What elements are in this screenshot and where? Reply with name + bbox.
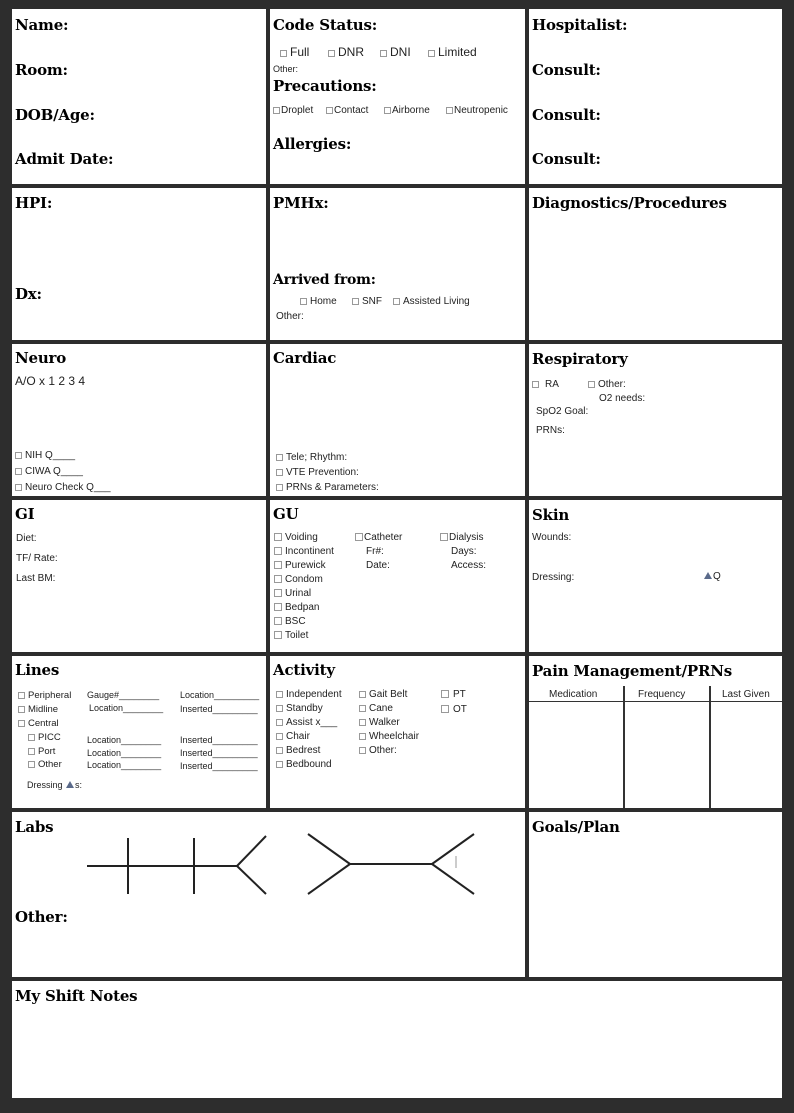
peripheral-location-field: Location_________ — [180, 690, 260, 700]
gu-incontinent-checkbox[interactable]: Incontinent — [274, 546, 334, 557]
cardiac-box — [270, 344, 525, 496]
pain-col-divider-2 — [709, 686, 711, 808]
hospitalist-label: Hospitalist: — [532, 16, 628, 34]
midline-inserted-field: Inserted_________ — [180, 704, 258, 714]
resp-prns-label: PRNs: — [536, 425, 565, 436]
patient-info-box — [12, 9, 266, 184]
consult-label-3: Consult: — [532, 150, 601, 168]
skin-dressing-label: Dressing: — [532, 572, 575, 583]
gu-purewick-checkbox[interactable]: Purewick — [274, 560, 326, 571]
admit-date-label: Admit Date: — [15, 150, 114, 168]
gu-fr-label: Fr#: — [366, 546, 384, 557]
port-location-field: Location________ — [87, 748, 162, 758]
precaution-neutropenic-checkbox[interactable]: Neutropenic — [446, 105, 508, 116]
midline-location-field: Location________ — [89, 703, 164, 713]
gu-condom-checkbox[interactable]: Condom — [274, 574, 323, 585]
neuro-title: Neuro — [15, 349, 67, 367]
cardiac-title: Cardiac — [273, 349, 337, 367]
precaution-airborne-checkbox[interactable]: Airborne — [384, 105, 430, 116]
pmhx-box — [270, 188, 525, 340]
name-label: Name: — [15, 16, 69, 34]
arrived-from-title: Arrived from: — [273, 272, 376, 288]
code-limited-checkbox[interactable]: Limited — [428, 45, 477, 59]
gi-diet-label: Diet: — [16, 533, 37, 544]
activity-gait-belt-checkbox[interactable]: Gait Belt — [359, 689, 407, 700]
gu-catheter-checkbox[interactable]: Catheter — [355, 532, 402, 543]
picc-location-field: Location________ — [87, 735, 162, 745]
gu-box — [270, 500, 525, 652]
resp-ra-checkbox[interactable]: RA — [532, 379, 559, 390]
cardiac-vte-checkbox[interactable]: VTE Prevention: — [276, 467, 359, 478]
activity-bedbound-checkbox[interactable]: Bedbound — [276, 759, 332, 770]
pain-header-rule — [529, 701, 782, 702]
activity-bedrest-checkbox[interactable]: Bedrest — [276, 745, 320, 756]
precaution-contact-checkbox[interactable]: Contact — [326, 105, 368, 116]
shift-notes-box — [12, 981, 782, 1098]
gu-toilet-checkbox[interactable]: Toilet — [274, 630, 308, 641]
line-port-checkbox[interactable]: Port — [28, 746, 55, 757]
gi-tf-label: TF/ Rate: — [16, 553, 58, 564]
pain-header-last-given: Last Given — [722, 689, 770, 700]
respiratory-box — [529, 344, 782, 496]
gu-access-label: Access: — [451, 560, 487, 571]
shift-notes-title: My Shift Notes — [15, 987, 138, 1005]
activity-walker-checkbox[interactable]: Walker — [359, 717, 400, 728]
arrived-assisted-living-checkbox[interactable]: Assisted Living — [393, 296, 470, 307]
line-picc-checkbox[interactable]: PICC — [28, 732, 61, 743]
line-peripheral-checkbox[interactable]: Peripheral — [18, 690, 71, 701]
cardiac-prns-checkbox[interactable]: PRNs & Parameters: — [276, 482, 379, 493]
skin-wounds-label: Wounds: — [532, 532, 572, 543]
gi-box — [12, 500, 266, 652]
arrived-other-label: Other: — [276, 311, 304, 322]
activity-pt-checkbox[interactable]: PT — [441, 689, 466, 700]
other-inserted-field: Inserted_________ — [180, 761, 258, 771]
labs-other-label: Other: — [15, 908, 68, 926]
labs-title: Labs — [15, 818, 54, 836]
dob-label: DOB/Age: — [15, 106, 95, 124]
activity-title: Activity — [273, 661, 335, 679]
code-status-box — [270, 9, 525, 184]
allergies-title: Allergies: — [273, 135, 352, 153]
pain-management-title: Pain Management/PRNs — [532, 662, 733, 680]
peripheral-gauge-field: Gauge#________ — [87, 690, 160, 700]
gu-bedpan-checkbox[interactable]: Bedpan — [274, 602, 319, 613]
neuro-box — [12, 344, 266, 496]
picc-inserted-field: Inserted_________ — [180, 735, 258, 745]
line-other-checkbox[interactable]: Other — [28, 759, 62, 770]
dx-label: Dx: — [15, 285, 42, 303]
gu-days-label: Days: — [451, 546, 477, 557]
hpi-title: HPI: — [15, 194, 53, 212]
arrived-snf-checkbox[interactable]: SNF — [352, 296, 382, 307]
code-other-label: Other: — [273, 64, 299, 74]
activity-cane-checkbox[interactable]: Cane — [359, 703, 393, 714]
activity-other-checkbox[interactable]: Other: — [359, 745, 397, 756]
hpi-box — [12, 188, 266, 340]
gi-bm-label: Last BM: — [16, 573, 56, 584]
gu-title: GU — [273, 505, 299, 523]
gu-date-label: Date: — [366, 560, 390, 571]
delta-icon — [66, 781, 74, 788]
activity-wheelchair-checkbox[interactable]: Wheelchair — [359, 731, 419, 742]
cardiac-tele-checkbox[interactable]: Tele; Rhythm: — [276, 452, 347, 463]
lines-title: Lines — [15, 661, 60, 679]
code-status-title: Code Status: — [273, 16, 378, 34]
diagnostics-title: Diagnostics/Procedures — [532, 194, 727, 212]
bmp-fishbone-diagram — [82, 832, 282, 902]
neuro-ao-scale: A/O x 1 2 3 4 — [15, 374, 86, 388]
goals-plan-box — [529, 812, 782, 977]
care-team-box — [529, 9, 782, 184]
pain-col-divider-1 — [623, 686, 625, 808]
activity-standby-checkbox[interactable]: Standby — [276, 703, 323, 714]
port-inserted-field: Inserted_________ — [180, 748, 258, 758]
cbc-fishbone-diagram — [302, 830, 492, 900]
pain-management-box — [529, 656, 782, 808]
line-midline-checkbox[interactable]: Midline — [18, 704, 58, 715]
labs-box — [12, 812, 525, 977]
gu-dialysis-checkbox[interactable]: Dialysis — [440, 532, 483, 543]
lines-box — [12, 656, 266, 808]
other-location-field: Location________ — [87, 760, 162, 770]
arrived-home-checkbox[interactable]: Home — [300, 296, 337, 307]
skin-box — [529, 500, 782, 652]
gu-voiding-checkbox[interactable]: Voiding — [274, 532, 318, 543]
goals-plan-title: Goals/Plan — [532, 818, 620, 836]
gu-bsc-checkbox[interactable]: BSC — [274, 616, 306, 627]
precaution-droplet-checkbox[interactable]: Droplet — [273, 105, 313, 116]
resp-spo2-label: SpO2 Goal: — [536, 406, 589, 417]
resp-o2-label: O2 needs: — [599, 393, 646, 404]
diagnostics-box — [529, 188, 782, 340]
activity-box — [270, 656, 525, 808]
skin-title: Skin — [532, 506, 570, 524]
delta-icon — [704, 572, 712, 579]
line-central-checkbox[interactable]: Central — [18, 718, 59, 729]
neuro-nih-checkbox[interactable]: NIH Q____ — [15, 450, 75, 461]
skin-dressing-change-freq: Q — [703, 571, 721, 582]
activity-ot-checkbox[interactable]: OT — [441, 704, 467, 715]
consult-label-2: Consult: — [532, 106, 601, 124]
activity-chair-checkbox[interactable]: Chair — [276, 731, 310, 742]
activity-assist-checkbox[interactable]: Assist x___ — [276, 717, 337, 728]
code-full-checkbox[interactable]: Full — [280, 45, 309, 59]
room-label: Room: — [15, 61, 68, 79]
code-dni-checkbox[interactable]: DNI — [380, 45, 411, 59]
gi-title: GI — [15, 505, 35, 523]
pain-header-medication: Medication — [549, 689, 598, 700]
precautions-title: Precautions: — [273, 77, 377, 95]
pmhx-title: PMHx: — [273, 194, 329, 212]
neuro-check-checkbox[interactable]: Neuro Check Q___ — [15, 482, 111, 493]
respiratory-title: Respiratory — [532, 350, 628, 368]
consult-label-1: Consult: — [532, 61, 601, 79]
gu-urinal-checkbox[interactable]: Urinal — [274, 588, 311, 599]
code-dnr-checkbox[interactable]: DNR — [328, 45, 364, 59]
resp-other-checkbox[interactable]: Other: — [588, 379, 626, 390]
lines-dressing-label: Dressing s: — [27, 780, 83, 790]
activity-independent-checkbox[interactable]: Independent — [276, 689, 342, 700]
pain-header-frequency: Frequency — [638, 689, 686, 700]
neuro-ciwa-checkbox[interactable]: CIWA Q____ — [15, 466, 83, 477]
